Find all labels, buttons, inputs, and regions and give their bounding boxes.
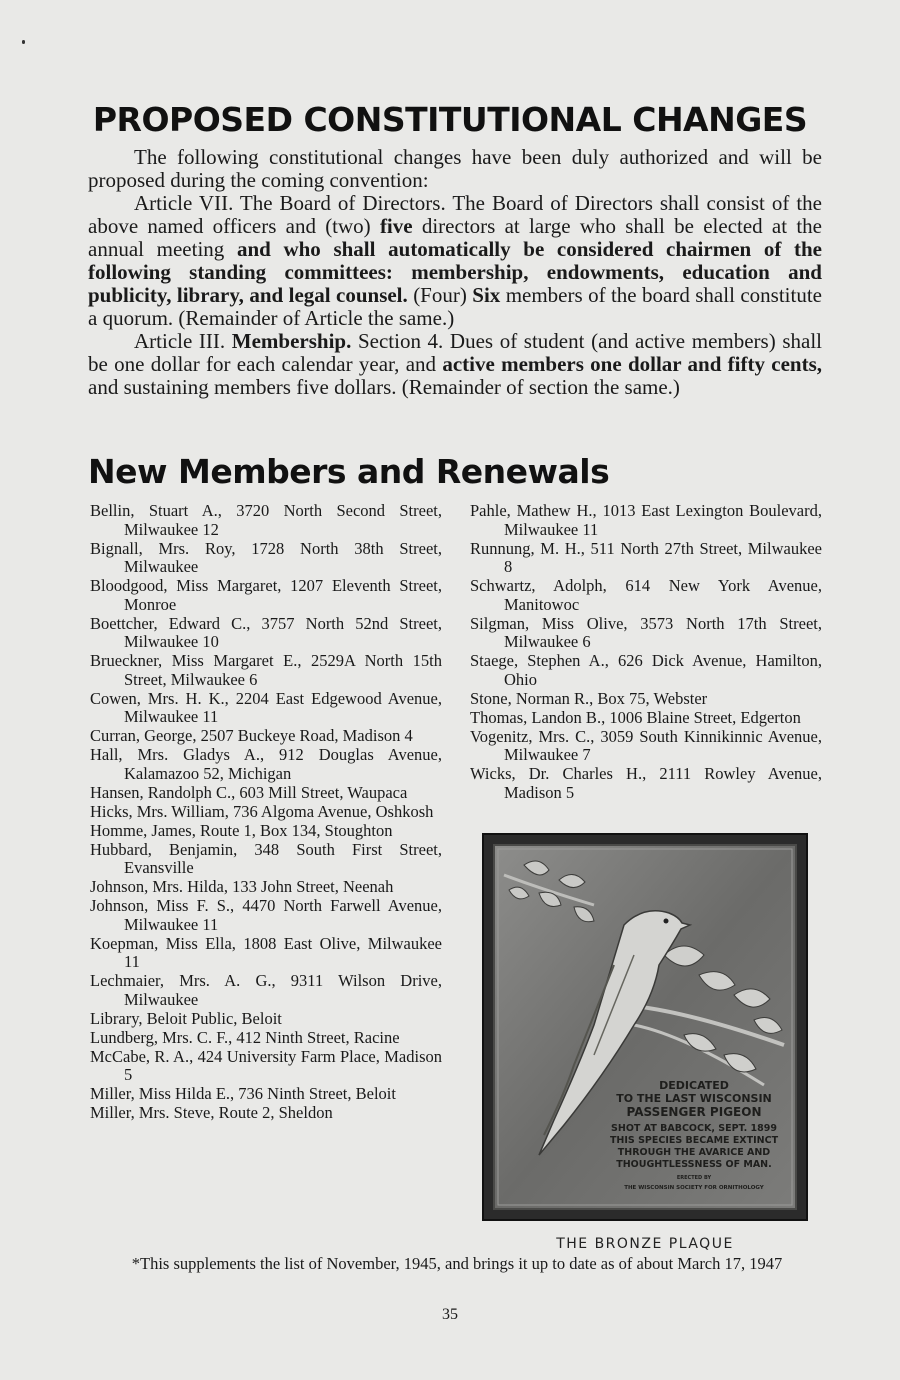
footnote: *This supplements the list of November, 1945, and brings it up to date as of about March 17, 1947 bbox=[131, 1254, 783, 1273]
plaque-line-2: TO THE LAST WISCONSIN bbox=[616, 1092, 772, 1105]
member-entry: Library, Beloit Public, Beloit bbox=[90, 1008, 282, 1028]
member-entry: Johnson, Mrs. Hilda, 133 John Street, Neenah bbox=[90, 877, 394, 896]
member-entry: Hansen, Randolph C., 603 Mill Street, Waupaca bbox=[90, 782, 408, 802]
member-entry: Lundberg, Mrs. C. F., 412 Ninth Street, Racine bbox=[90, 1027, 400, 1047]
member-entry: Lechmaier, Mrs. A. G., 9311 Wilson Drive, Milwaukee bbox=[90, 971, 442, 1009]
plaque-line-7: THOUGHTLESSNESS OF MAN. bbox=[616, 1159, 772, 1170]
article-vii-text-b: five bbox=[379, 214, 413, 238]
article-iii-text-b: Membership. bbox=[231, 329, 352, 353]
plaque-line-8: ERECTED BY bbox=[676, 1175, 712, 1181]
member-entry: Bignall, Mrs. Roy, 1728 North 38th Street, Milwaukee bbox=[90, 538, 442, 576]
member-entry: Johnson, Miss F. S., 4470 North Farwell Avenue, Milwaukee 11 bbox=[90, 896, 442, 934]
member-entry: Hicks, Mrs. William, 736 Algoma Avenue, Oshkosh bbox=[90, 801, 434, 821]
plaque-illustration bbox=[484, 835, 806, 1219]
article-vii-text-f: Six bbox=[472, 283, 501, 307]
article-vii-paragraph bbox=[88, 192, 822, 330]
plaque-line-6: THROUGH THE AVARICE AND bbox=[617, 1147, 771, 1158]
member-entry: Stone, Norman R., Box 75, Webster bbox=[470, 688, 708, 708]
member-entry: Wicks, Dr. Charles H., 2111 Rowley Avenue, Madison 5 bbox=[470, 764, 822, 802]
member-entry: Vogenitz, Mrs. C., 3059 South Kinnikinnic Avenue, Milwaukee 7 bbox=[470, 726, 822, 764]
member-entry: Runnung, M. H., 511 North 27th Street, Milwaukee 8 bbox=[470, 538, 822, 576]
article-vii-text-g: members of the board shall constitute a quorum. (Remainder of Article the same.) bbox=[88, 283, 822, 330]
page-number: 35 bbox=[442, 1306, 458, 1323]
article-vii-text-a: Article VII. The Board of Directors. The Board of Directors shall consist of the above named officers and (two) bbox=[88, 191, 822, 238]
plaque-line-1: DEDICATED bbox=[659, 1079, 729, 1092]
constitutional-changes-text bbox=[88, 146, 822, 399]
members-list-right bbox=[470, 502, 822, 803]
member-entry: Homme, James, Route 1, Box 134, Stoughton bbox=[90, 820, 393, 840]
member-entry: Hall, Mrs. Gladys A., 912 Douglas Avenue, Kalamazoo 52, Michigan bbox=[90, 745, 442, 783]
member-entry: Cowen, Mrs. H. K., 2204 East Edgewood Avenue, Milwaukee 11 bbox=[90, 688, 442, 726]
member-entry: Miller, Mrs. Steve, Route 2, Sheldon bbox=[90, 1103, 333, 1122]
plaque-line-3: PASSENGER PIGEON bbox=[626, 1105, 762, 1119]
member-entry: Silgman, Miss Olive, 3573 North 17th Street, Milwaukee 6 bbox=[470, 613, 822, 651]
bronze-plaque-image bbox=[482, 833, 808, 1221]
member-entry: Brueckner, Miss Margaret E., 2529A North 15th Street, Milwaukee 6 bbox=[90, 651, 442, 689]
article-iii-text-e: and sustaining members five dollars. (Remainder of section the same.) bbox=[88, 375, 680, 399]
member-entry: McCabe, R. A., 424 University Farm Place, Madison 5 bbox=[90, 1046, 442, 1084]
member-entry: Staege, Stephen A., 626 Dick Avenue, Hamilton, Ohio bbox=[470, 651, 822, 689]
members-heading: New Members and Renewals bbox=[88, 452, 610, 491]
article-vii-text-c: directors at large who shall be elected at the annual meeting bbox=[88, 214, 822, 261]
plaque-line-5: THIS SPECIES BECAME EXTINCT bbox=[609, 1135, 779, 1146]
article-iii-text-c: Section 4. Dues of student (and active members) shall be one dollar for each calendar year, and bbox=[88, 329, 822, 376]
member-entry: Bloodgood, Miss Margaret, 1207 Eleventh Street, Monroe bbox=[90, 576, 442, 614]
member-entry: Koepman, Miss Ella, 1808 East Olive, Milwaukee 11 bbox=[90, 933, 442, 971]
page-title: PROPOSED CONSTITUTIONAL CHANGES bbox=[92, 100, 808, 139]
member-entry: Boettcher, Edward C., 3757 North 52nd Street, Milwaukee 10 bbox=[90, 613, 442, 651]
member-entry: Schwartz, Adolph, 614 New York Avenue, Manitowoc bbox=[470, 576, 822, 614]
members-list-left bbox=[90, 502, 442, 1123]
intro-paragraph: The following constitutional changes have been duly authorized and will be proposed during the coming convention: bbox=[88, 145, 822, 192]
print-speck bbox=[22, 40, 25, 44]
plaque-line-4: SHOT AT BABCOCK, SEPT. 1899 bbox=[611, 1123, 777, 1134]
member-entry: Thomas, Landon B., 1006 Blaine Street, Edgerton bbox=[470, 707, 801, 727]
member-entry: Curran, George, 2507 Buckeye Road, Madison 4 bbox=[90, 726, 413, 745]
article-iii-text-a: Article III. bbox=[134, 329, 232, 353]
article-vii-text-d: and who shall automatically be considered chairmen of the following standing committees: membership, endowments, education and publicity, library, and legal counsel. bbox=[88, 237, 822, 307]
plaque-caption: THE BRONZE PLAQUE bbox=[556, 1236, 734, 1252]
member-entry: Miller, Miss Hilda E., 736 Ninth Street, Beloit bbox=[90, 1084, 396, 1103]
member-entry: Pahle, Mathew H., 1013 East Lexington Boulevard, Milwaukee 11 bbox=[470, 501, 822, 539]
member-entry: Bellin, Stuart A., 3720 North Second Street, Milwaukee 12 bbox=[90, 501, 442, 539]
plaque-line-9: THE WISCONSIN SOCIETY FOR ORNITHOLOGY bbox=[624, 1185, 764, 1191]
article-iii-paragraph bbox=[88, 330, 822, 399]
article-vii-text-e: (Four) bbox=[407, 283, 473, 307]
member-entry: Hubbard, Benjamin, 348 South First Street, Evansville bbox=[90, 839, 442, 877]
article-iii-text-d: active members one dollar and fifty cents, bbox=[442, 352, 822, 376]
